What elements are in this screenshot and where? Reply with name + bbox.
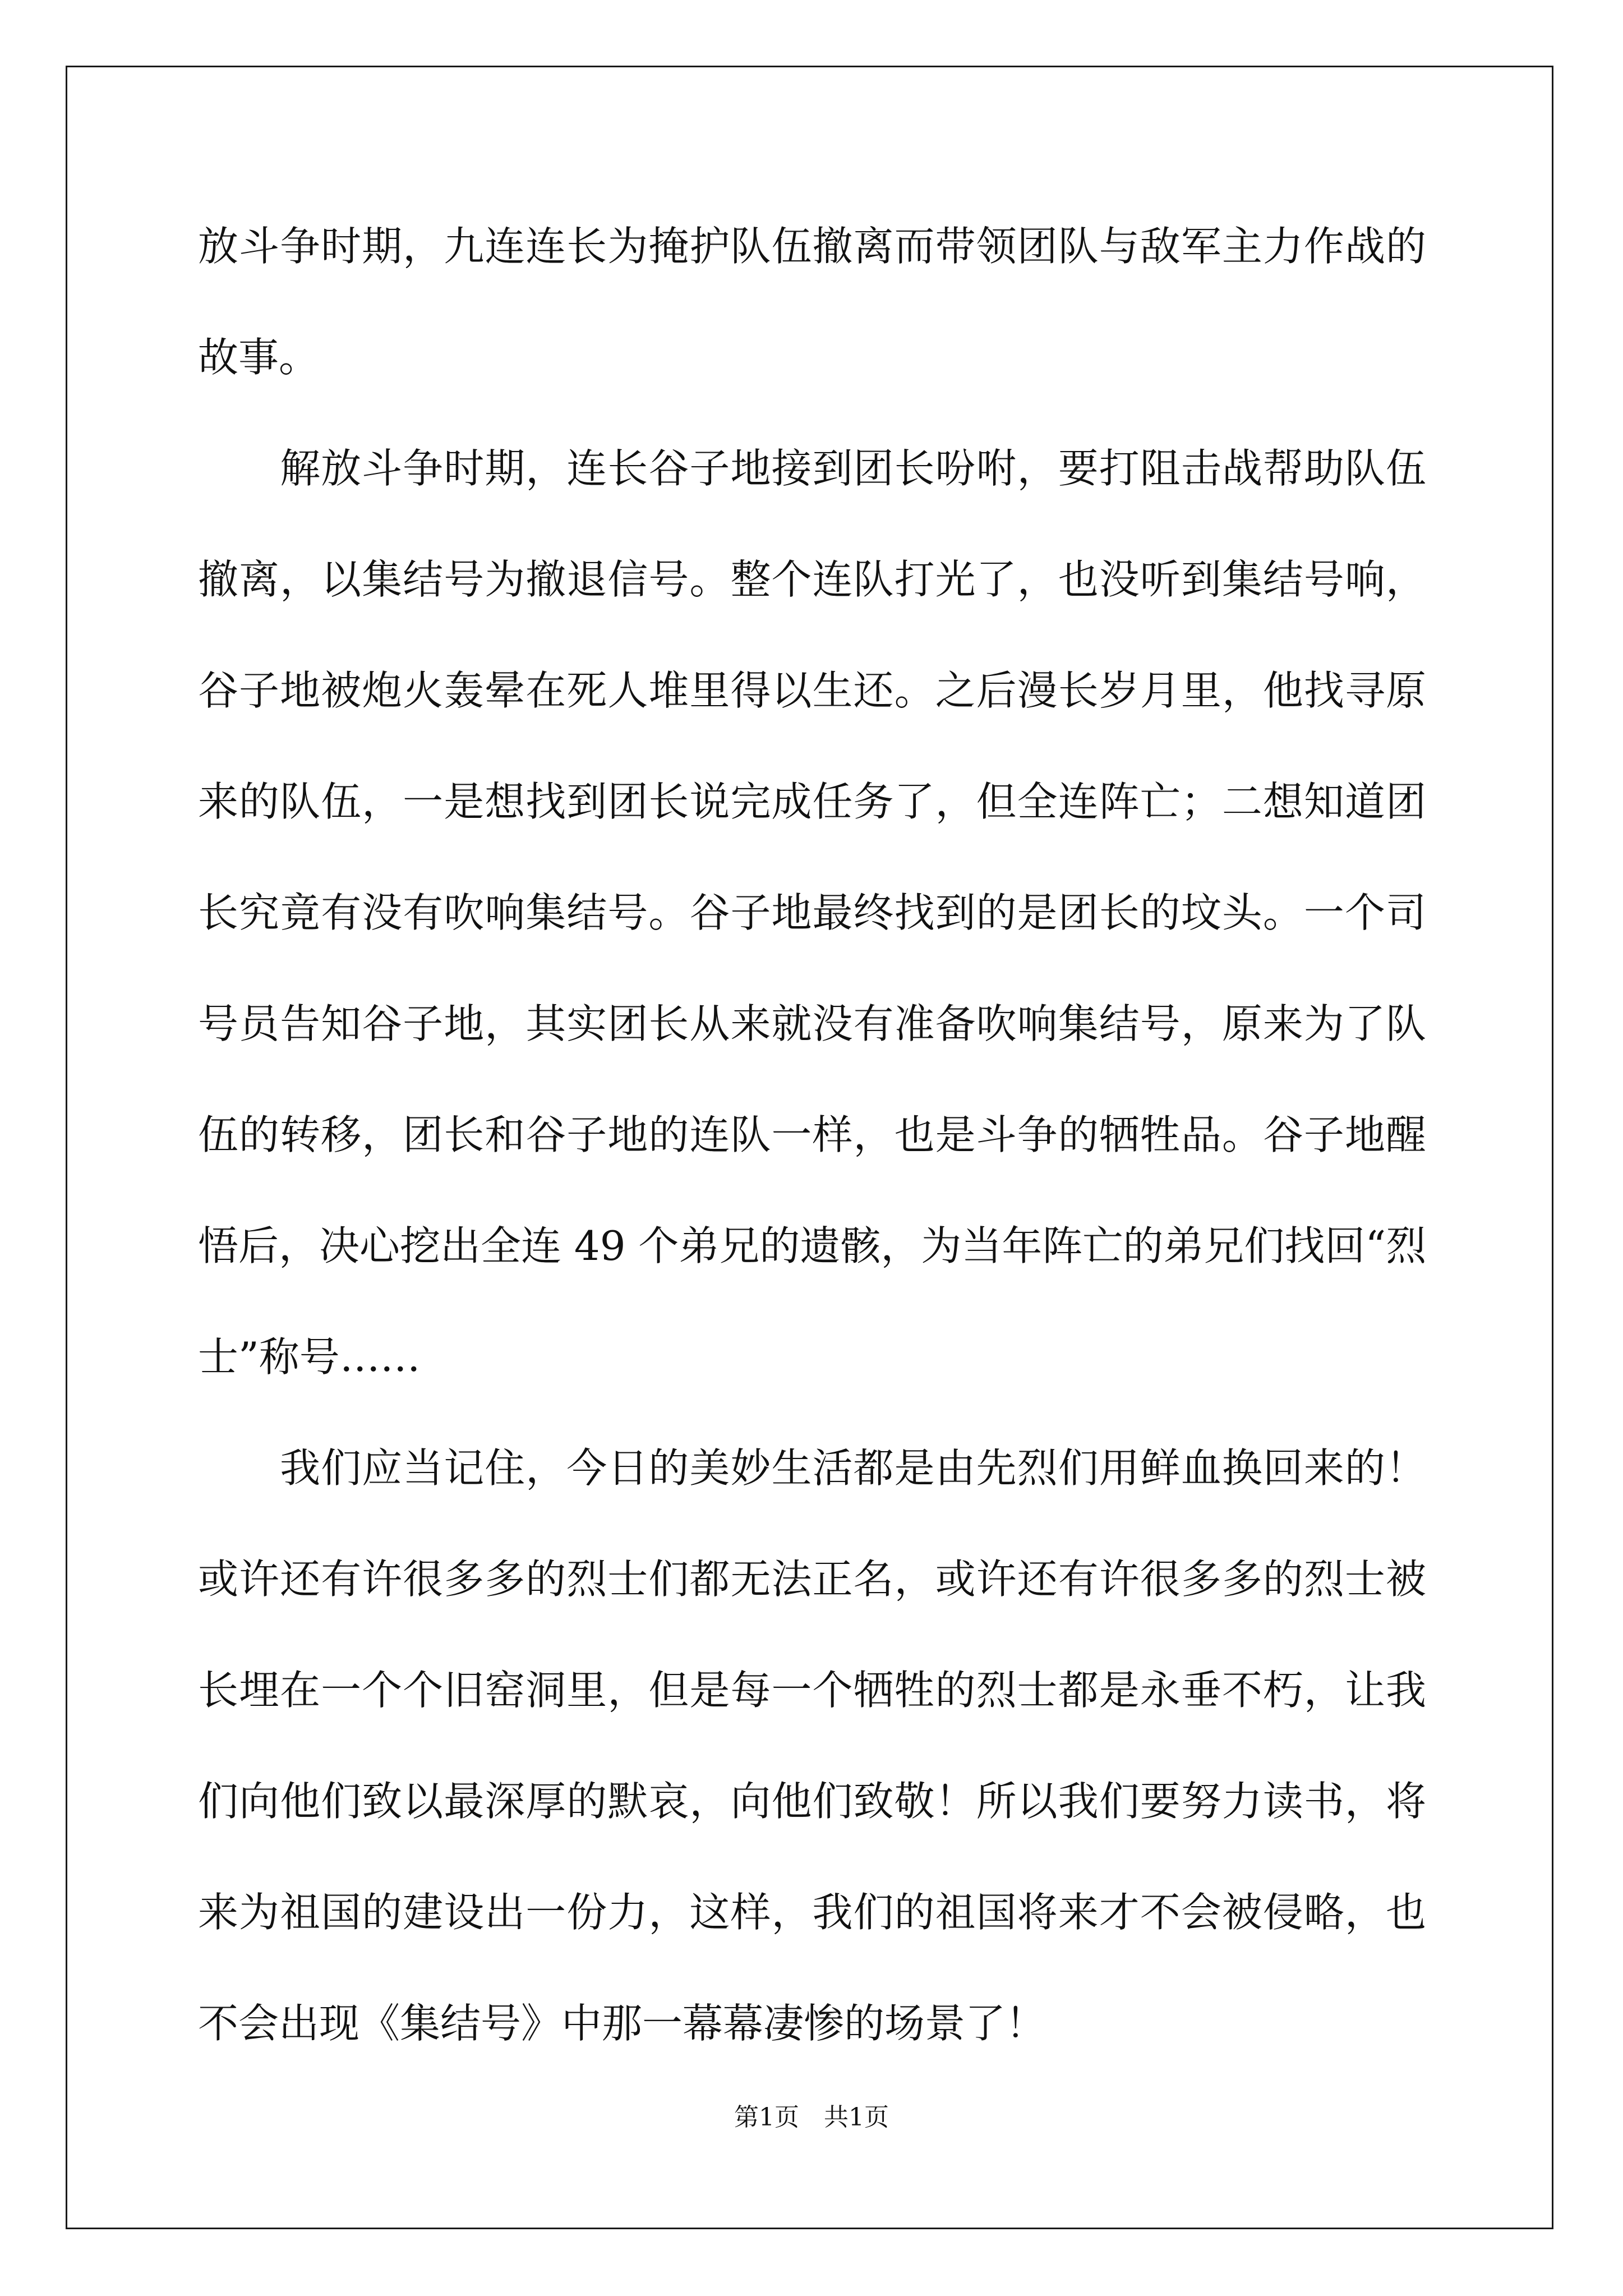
text-line: 伍的转移，团长和谷子地的连队一样，也是斗争的牺牲品。谷子地醒 <box>198 1111 1426 1158</box>
text-line: 放斗争时期，九连连长为掩护队伍撤离而带领团队与敌军主力作战的 <box>198 223 1426 270</box>
text-line: 号员告知谷子地，其实团长从来就没有准备吹响集结号，原来为了队 <box>198 1000 1426 1047</box>
text-line: 来为祖国的建设出一份力，这样，我们的祖国将来才不会被侵略，也 <box>198 1889 1426 1936</box>
text-line: 来的队伍，一是想找到团长说完成任务了，但全连阵亡；二想知道团 <box>198 778 1426 825</box>
text-line: 故事。 <box>198 334 320 381</box>
text-line: 我们应当记住，今日的美妙生活都是由先烈们用鲜血换回来的！ <box>198 1444 1426 1492</box>
page-number: 第1页 共1页 <box>734 2103 889 2132</box>
text-line: 或许还有许很多多的烈士们都无法正名，或许还有许很多多的烈士被 <box>198 1556 1426 1603</box>
text-line: 解放斗争时期，连长谷子地接到团长吩咐，要打阻击战帮助队伍 <box>198 445 1426 492</box>
text-line: 谷子地被炮火轰晕在死人堆里得以生还。之后漫长岁月里，他找寻原 <box>198 667 1426 714</box>
text-line: 悟后，决心挖出全连 49 个弟兄的遗骸，为当年阵亡的弟兄们找回“烈 <box>198 1222 1426 1269</box>
text-line: 长埋在一个个旧窑洞里，但是每一个牺牲的烈士都是永垂不朽，让我 <box>198 1667 1426 1714</box>
text-line: 长究竟有没有吹响集结号。谷子地最终找到的是团长的坟头。一个司 <box>198 889 1426 936</box>
text-line: 不会出现《集结号》中那一幕幕凄惨的场景了！ <box>198 2000 1046 2047</box>
text-line: 撤离，以集结号为撤退信号。整个连队打光了，也没听到集结号响， <box>198 556 1426 603</box>
text-line: 们向他们致以最深厚的默哀，向他们致敬！所以我们要努力读书，将 <box>198 1778 1426 1825</box>
text-line: 士”称号…… <box>198 1333 421 1381</box>
page-footer <box>0 2097 1623 2133</box>
document-body <box>198 191 1426 2079</box>
